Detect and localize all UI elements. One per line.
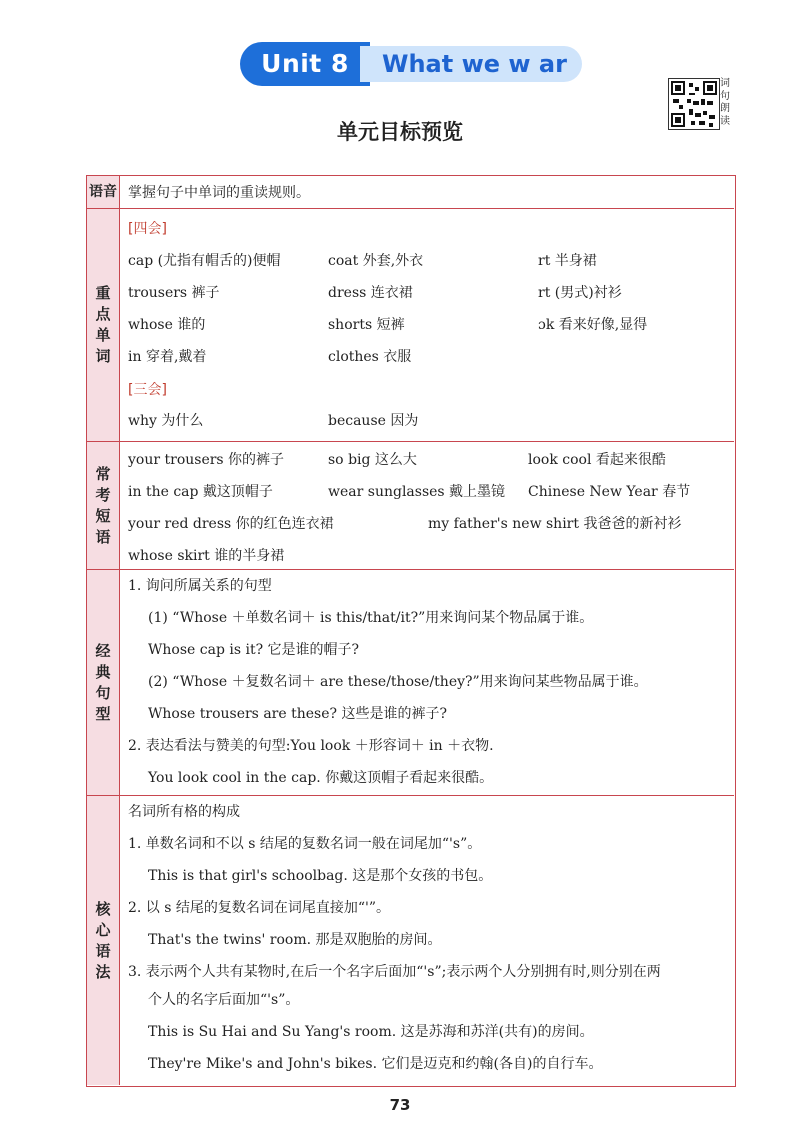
phrase: look cool 看起来很酷 (528, 452, 666, 468)
row-vocabulary (87, 209, 734, 442)
vocab-word: shorts 短裤 (328, 317, 405, 333)
phrase: so big 这么大 (328, 452, 417, 468)
sentence-line: 2. 表达看法与赞美的句型:You look ＋形容词＋ in ＋衣物. (128, 738, 494, 754)
label-phrases: 常考短语 (87, 442, 120, 569)
vocab-word: ɔk 看来好像,显得 (538, 317, 648, 333)
sentence-line: (1) “Whose ＋单数名词＋ is this/that/it?”用来询问某个物品属于谁。 (148, 610, 594, 626)
qr-caption: 词句朗读 (720, 78, 730, 127)
unit-title: What we w ar (360, 46, 582, 82)
phrase: your trousers 你的裤子 (128, 452, 285, 468)
grammar-line: This is that girl's schoolbag. 这是那个女孩的书包。 (148, 868, 493, 884)
vocab-word: dress 连衣裙 (328, 285, 413, 301)
label-grammar: 核心语法 (87, 796, 120, 1085)
tag-three: [三会] (128, 382, 167, 398)
phrase: your red dress 你的红色连衣裙 (128, 516, 334, 532)
sentence-line: You look cool in the cap. 你戴这顶帽子看起来很酷。 (148, 770, 494, 786)
grammar-line: 3. 表示两个人共有某物时,在后一个名字后面加“'s”;表示两个人分别拥有时,则分别在两 (128, 964, 661, 980)
unit-banner (240, 42, 590, 86)
row-phrases (87, 442, 734, 570)
page-number: 73 (389, 1096, 411, 1114)
unit-label: Unit 8 (240, 42, 370, 86)
grammar-line: 个人的名字后面加“'s”。 (148, 992, 300, 1008)
page-title: 单元目标预览 (337, 120, 463, 144)
sentence-line: Whose cap is it? 它是谁的帽子? (148, 642, 360, 658)
vocab-word: because 因为 (328, 413, 419, 429)
grammar-line: 名词所有格的构成 (128, 804, 240, 820)
phrase: whose skirt 谁的半身裙 (128, 548, 285, 564)
vocab-word: clothes 衣服 (328, 349, 412, 365)
vocab-word: why 为什么 (128, 413, 204, 429)
grammar-line: They're Mike's and John's bikes. 它们是迈克和约翰(各自)的自行车。 (148, 1056, 603, 1072)
vocab-word: coat 外套,外衣 (328, 253, 424, 269)
vocab-word: in 穿着,戴着 (128, 349, 207, 365)
vocab-word: rt (男式)衬衫 (538, 285, 622, 301)
grammar-line: This is Su Hai and Su Yang's room. 这是苏海和苏洋(共有)的房间。 (148, 1024, 594, 1040)
tag-four: [四会] (128, 221, 167, 237)
grammar-line: 1. 单数名词和不以 s 结尾的复数名词一般在词尾加“'s”。 (128, 836, 482, 852)
row-sentences (87, 570, 734, 796)
sentence-line: 1. 询问所属关系的句型 (128, 578, 272, 594)
label-sentences: 经典句型 (87, 570, 120, 795)
phrase: my father's new shirt 我爸爸的新衬衫 (428, 516, 682, 532)
phonetics-text: 掌握句子中单词的重读规则。 (128, 185, 310, 201)
grammar-line: 2. 以 s 结尾的复数名词在词尾直接加“'”。 (128, 900, 391, 916)
grammar-line: That's the twins' room. 那是双胞胎的房间。 (148, 932, 442, 948)
vocab-word: trousers 裤子 (128, 285, 220, 301)
vocab-word: cap (尤指有帽舌的)便帽 (128, 253, 281, 269)
phrase: Chinese New Year 春节 (528, 484, 691, 500)
sentence-line: Whose trousers are these? 这些是谁的裤子? (148, 706, 447, 722)
vocab-word: rt 半身裙 (538, 253, 597, 269)
label-phonetics: 语音 (87, 176, 120, 208)
vocab-word: whose 谁的 (128, 317, 206, 333)
label-vocabulary: 重点单词 (87, 209, 120, 441)
row-grammar (87, 796, 734, 1085)
phrase: in the cap 戴这顶帽子 (128, 484, 273, 500)
phrase: wear sunglasses 戴上墨镜 (328, 484, 506, 500)
overview-table (86, 175, 736, 1087)
row-phonetics (87, 176, 734, 209)
sentence-line: (2) “Whose ＋复数名词＋ are these/those/they?”用来询问某些物品属于谁。 (148, 674, 648, 690)
